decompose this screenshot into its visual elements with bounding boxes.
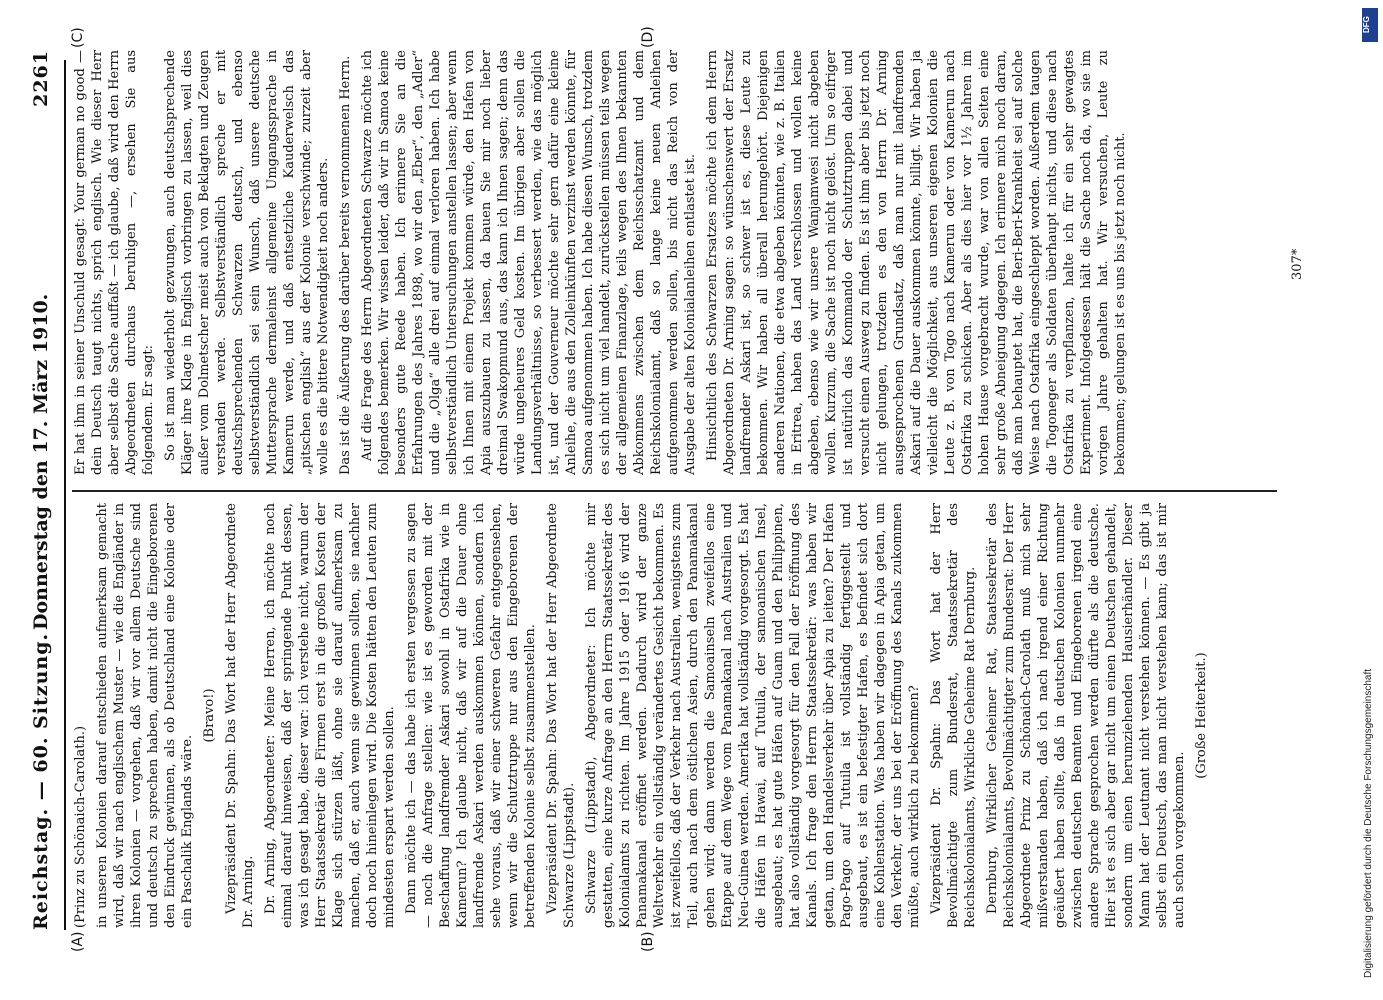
- header-left: Reichstag. — 60. Sitzung.: [30, 632, 52, 930]
- left-column-paragraph: Schwarze (Lippstadt), Abgeordneter: Ich möchte mir gestatten, eine kurze Anfrage an den Herrn Staatssekretär des Kolonialamts zu richten. Im Jahre 1915 oder 1916 wird der Panamakanal eröffnet werden. Dadurch wird der ganze Weltverkehr ein vollständig verändertes Gesicht bekommen. Es ist zweifellos, daß der Verkehr nach Australien, wenigstens zum Teil, auch nach dem östlichen Asien, durch den Panamakanal gehen wird; dann werden die Samoainseln zweifellos eine Etappe auf dem Wege vom Panamakanal nach Australien und Neu-Guinea werden. Amerika hat vollständig vorgesorgt. Es hat die Häfen in Hawai, auf Tutuila, der samoanischen Insel, ausgebaut; es hat gute Häfen auf Guam und den Philippinen, hat also vollständig vorgesorgt für den Fall der Eröffnung des Kanals. Ich frage den Herrn Staatssekretär: was haben wir getan, um den Handelsverkehr über Apia zu leiten? Der Hafen Pago-Pago auf Tutuila ist vollständig fertiggestellt und ausgebaut, es ist ein befestigter Hafen, es befindet sich dort eine Kohlenstation. Was haben wir dagegen in Apia getan, um den Verkehr, der uns bei der Eröffnung des Kanals zukommen müßte, auch wirklich zu bekommen?: [584, 503, 922, 928]
- left-column-paragraph: Dr. Arning, Abgeordneter: Meine Herren, ich möchte noch einmal darauf hinweisen, daß der springende Punkt dessen, was ich gesagt habe, dieser war: ich verstehe nicht, warum der Herr Staatssekretär die Firmen erst in die großen Kosten der Klage sich stürzen läßt, ohne sie darauf aufmerksam zu machen, daß er, auch wenn sie gewinnen sollten, sie nachher doch noch hineinlegen wird. Die Kosten hätten den Leuten zum mindesten erspart werden sollen.: [263, 503, 397, 928]
- left-column-paragraph: in unseren Kolonien darauf entschieden aufmerksam gemacht wird, daß wir nach englischem Muster — wie die Engländer in ihren Kolonien — vorgehen, daß wir vor allem Deutsche sind und deutsch zu sprechen haben, damit nicht die Eingeborenen den Eindruck gewinnen, als ob Deutschland eine Kolonie oder ein Paschalik Englands wäre.: [95, 503, 195, 928]
- right-column-paragraph: Das ist die Äußerung des darüber bereits vernommenen Herrn.: [338, 55, 353, 475]
- dfg-credit-text: Digitalisierung gefördert durch die Deutsche Forschungsgemeinschaft: [1363, 668, 1374, 978]
- header-date: Donnerstag den 17. März 1910.: [30, 293, 52, 630]
- column-divider: [72, 490, 1277, 492]
- right-column-paragraph: Hinsichtlich des Schwarzen Ersatzes möchte ich dem Herrn Abgeordneten Dr. Arning sagen: so wünschenswert der Ersatz landfremder Askari ist, so schwer ist es, diese Leute zu bekommen. Wir haben all überall herumgehört. Diejenigen anderen Nationen, die etwa abgeben könnten, wie z. B. Italien in Eritrea, haben das Land verschlossen und wollen keine abgeben, ebenso wie wir unsere Wanjamwesi nicht abgeben wollen. Kurzum, die Sache ist noch nicht gelöst. Um so eifriger ist natürlich das Kommando der Schutztruppen dabei und versucht einen Ausweg zu finden. Es ist ihm aber bis jetzt noch nicht gelungen, trotzdem es den von Herrn Dr. Arning ausgesprochenen Grundsatz, daß man nur mit landfremden Askari auf die Dauer auskommen könnte, billigt. Wir haben ja vielleicht die Möglichkeit, aus unseren eigenen Kolonien die Leute z. B. von Togo nach Kamerun oder von Kamerun nach Ostafrika zu schicken. Aber als dies hier vor 1½ Jahren im hohen Hause vorgebracht wurde, war von allen Seiten eine sehr große Abneigung dagegen. Ich erinnere mich noch daran, daß man behauptet hat, die Beri-Beri-Krankheit sei auf solche Weise nach Ostafrika eingeschleppt worden. Außerdem taugen die Togoneger als Soldaten überhaupt nichts, und diese nach Ostafrika zu verpflanzen, halte ich für ein sehr gewagtes Experiment. Infolgedessen hält die Sache noch da, wo sie im vorigen Jahre gehalten hat. Wir versuchen, Leute zu bekommen; gelungen ist es uns bis jetzt noch nicht.: [705, 50, 1128, 475]
- dfg-logo: DFG: [1362, 8, 1378, 42]
- right-column-paragraph: So ist man wiederholt gezwungen, auch deutschsprechende Kläger ihre Klage in Englisch vorbringen zu lassen, weil dies außer vom Dolmetscher meist auch von Beklagten und Zeugen verstanden werde. Selbstverständlich spreche er mit deutschsprechenden Schwarzen deutsch, und ebenso selbstverständlich sei sein Wunsch, daß unsere deutsche Muttersprache dermaleinst allgemeine Umgangssprache in Kamerun werde, und daß entsetzliche Kauderwelsch das „pitschen english“ aus der Kolonie verschwinde; zurzeit aber wolle es die bittere Notwendigkeit noch anders.: [163, 50, 331, 475]
- signature-mark: 307*: [1290, 248, 1305, 280]
- left-column: [72, 503, 1282, 928]
- left-column-paragraph: Vizepräsident Dr. Spahn: Das Wort hat der Herr Abgeordnete Schwarze (Lippstadt).: [545, 503, 577, 928]
- margin-mark-d: (D): [640, 26, 656, 48]
- page-header: [30, 50, 60, 930]
- right-column-paragraph: Er hat ihm in seiner Unschuld gesagt: Your german no good — dein Deutsch taugt nichts, sprich englisch. Wie dieser Herr aber selbst die Sache auffaßt — ich glaube, daß wird den Herrn Abgeordneten durchaus beruhigen —, ersehen Sie aus folgendem. Er sagt:: [73, 50, 156, 475]
- page-number: 2261: [30, 50, 52, 107]
- margin-mark-b: (B): [640, 931, 656, 952]
- left-column-paragraph: Dann möchte ich — das habe ich ersten vergessen zu sagen — noch die Anfrage stellen: wie ist es geworden mit der Beschaffung landfremder Askari sowohl in Ostafrika wie in Kamerun? Ich glaube nicht, daß wir auf die Dauer ohne landfremde Askari werden auskommen können, sondern ich sehe voraus, daß wir einer schweren Gefahr entgegensehen, wenn wir die Schutztruppe nur aus den Eingeborenen der betreffenden Kolonie selbst zusammenstellen.: [404, 503, 538, 928]
- right-column-paragraph: Auf die Frage des Herrn Abgeordneten Schwarze möchte ich folgendes bemerken. Wir wissen leider, daß wir in Samoa keine besonders gute Reede haben. Ich erinnere Sie an die Erfahrungen des Jahres 1898, wo wir den „Eber“, den „Adler“ und die „Olga“ alle drei auf einmal verloren haben. Ich habe selbstverständlich Untersuchungen anstellen lassen; aber wenn ich Ihnen mit einem Projekt kommen würde, den Hafen von Apia auszubauen zu lassen, da bauen Sie mir noch lieber dreimal Swakopmund aus, das kann ich Ihnen sagen; denn das würde ungeheures Geld kosten. Im übrigen aber sollen die Landungsverhältnisse, so verbessert werden, wie das möglich ist, und der Gouverneur möchte sehr gern dafür eine kleine Anleihe, die aus den Zolleinkünften verzinst werden könnte, für Samoa aufgenommen haben. Ich habe diesen Wunsch, trotzdem es sich nicht um viel handelt, zurückstellen müssen teils wegen der allgemeinen Finanzlage, teils wegen des Ihnen bekannten Abkommens zwischen dem Reichsschatzamt und dem Reichskolonialamt, daß so lange keine neuen Anleihen aufgenommen werden sollen, bis nicht das Reich von der Ausgabe der alten Kolonialanleihen entlastet ist.: [360, 50, 698, 475]
- header-rule: [64, 60, 66, 930]
- left-column-paragraph: (Prinz zu Schönaich-Carolath.): [73, 725, 88, 928]
- left-column-paragraph: (Große Heiterkeit.): [1194, 652, 1209, 779]
- dfg-credit-strip: [1362, 8, 1378, 988]
- left-column-paragraph: Dernburg, Wirklicher Geheimer Rat, Staatssekretär des Reichskolonialamts, Bevollmächtigter zum Bundesrat: Der Herr Abgeordnete Prinz zu Schönaich-Carolath muß mich sehr mißverstanden haben, daß ich nach irgend einer Richtung geäußert haben sollte, daß in deutschen Kolonien nunmehr zwischen deutschen Beamten und Eingeborenen irgend eine andere Sprache gesprochen werden dürfte als die deutsche. Hier ist es sich aber gar nicht um einen Deutschen gehandelt, sondern um einen herumziehenden Hausierhändler. Dieser Mann hat der Leutnant nicht verstehen können. — Es gibt ja selbst ein Deutsch, das man nicht verstehen kann; das ist mir auch schon vorgekommen.: [985, 503, 1187, 928]
- margin-mark-c: (C): [70, 27, 86, 48]
- margin-mark-a: (A): [70, 931, 86, 952]
- left-column-paragraph: Vizepräsident Dr. Spahn: Das Wort hat der Herr Abgeordnete Dr. Arning.: [224, 503, 256, 928]
- left-column-paragraph: (Bravo!): [202, 688, 217, 743]
- right-column: [72, 50, 1282, 475]
- left-column-paragraph: Vizepräsident Dr. Spahn: Das Wort hat der Herr Bevollmächtigte zum Bundesrat, Staatssekretär des Reichskolonialamts, Wirkliche Geheime Rat Dernburg.: [929, 503, 978, 928]
